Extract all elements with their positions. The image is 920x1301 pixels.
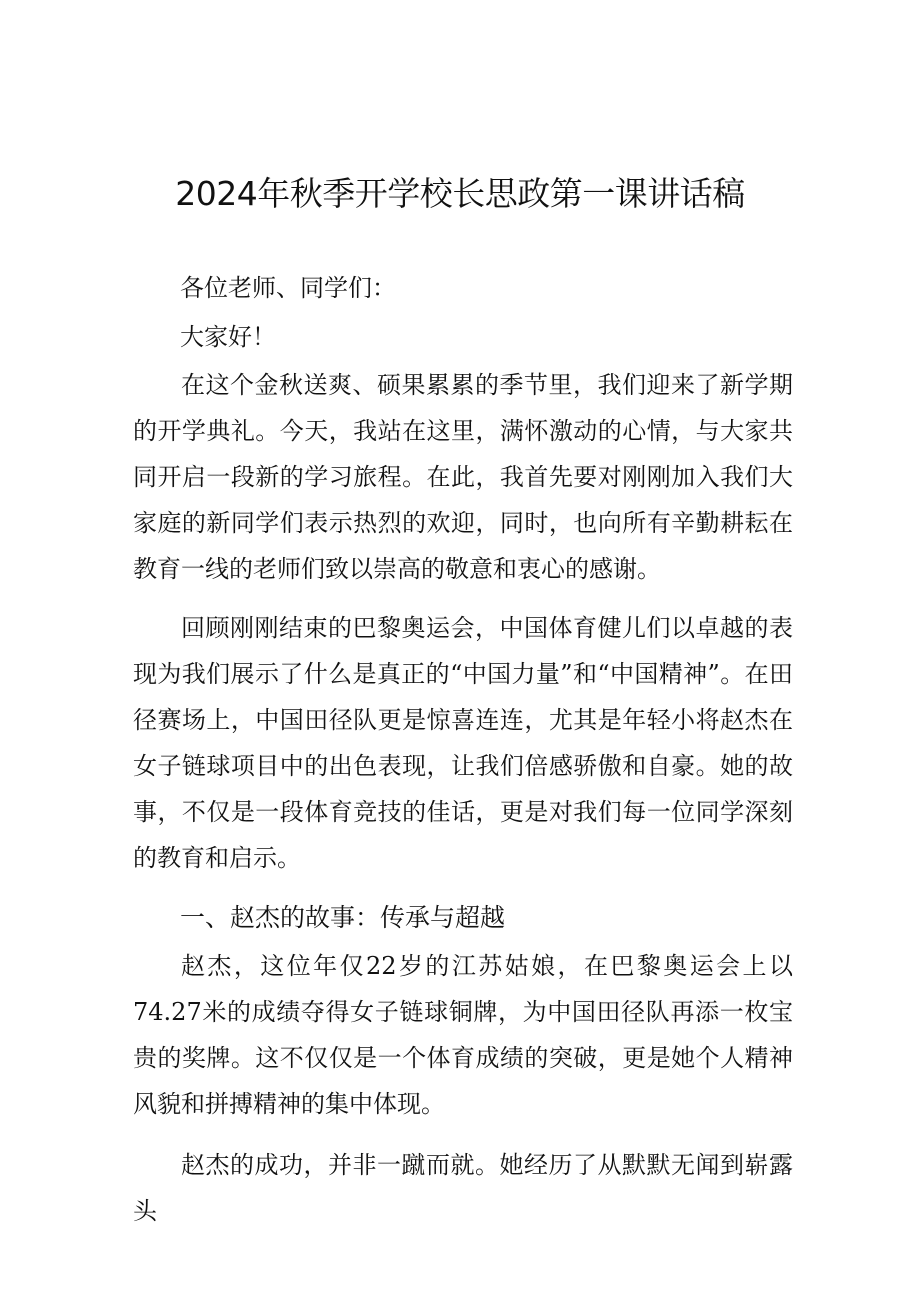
document-title: 2024年秋季开学校长思政第一课讲话稿	[175, 174, 745, 213]
greeting-line: 各位老师、同学们：	[180, 274, 396, 302]
paragraph: 赵杰，这位年仅22岁的江苏姑娘，在巴黎奥运会上以74.27米的成绩夺得女子链球铜牌，为中国田径队再添一枚宝贵的奖牌。这不仅仅是一个体育成绩的突破，更是她个人精神风貌和拼搏精神的集中体现。	[133, 952, 793, 1118]
hello-line: 大家好！	[180, 323, 276, 351]
paragraph-olympics	[133, 605, 793, 881]
paragraph: 赵杰的成功，并非一蹴而就。她经历了从默默无闻到崭露头	[133, 1151, 793, 1225]
paragraph-opening	[133, 362, 793, 592]
section-heading: 一、赵杰的故事：传承与超越	[180, 903, 506, 932]
paragraph: 在这个金秋送爽、硕果累累的季节里，我们迎来了新学期的开学典礼。今天，我站在这里，满怀激动的心情，与大家共同开启一段新的学习旅程。在此，我首先要对刚刚加入我们大家庭的新同学们表示热烈的欢迎，同时，也向所有辛勤耕耘在教育一线的老师们致以崇高的敬意和衷心的感谢。	[133, 371, 793, 583]
paragraph-zhaojie	[133, 943, 793, 1127]
paragraph: 回顾刚刚结束的巴黎奥运会，中国体育健儿们以卓越的表现为我们展示了什么是真正的“中国力量”和“中国精神”。在田径赛场上，中国田径队更是惊喜连连，尤其是年轻小将赵杰在女子链球项目中的出色表现，让我们倍感骄傲和自豪。她的故事，不仅是一段体育竞技的佳话，更是对我们每一位同学深刻的教育和启示。	[133, 614, 793, 872]
paragraph-success	[133, 1142, 793, 1234]
